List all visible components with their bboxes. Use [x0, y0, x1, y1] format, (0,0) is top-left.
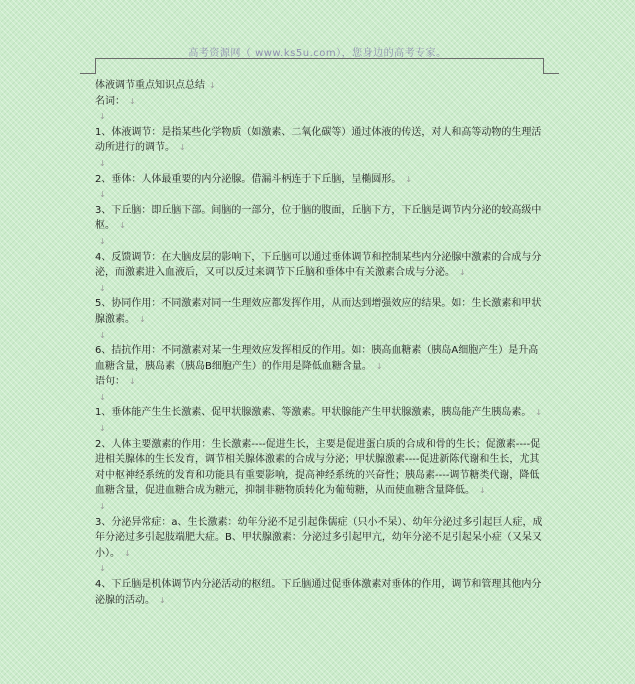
page-header: 高考资源网（ www.ks5u.com），您身边的高考专家。	[188, 48, 447, 59]
paragraph-term-6: 6、拮抗作用：不同激素对某一生理效应发挥相反的作用。如：胰高血糖素（胰岛A细胞产生）是升高血糖含量，胰岛素（胰岛B细胞产生）的作用是降低血糖含量。 ↓	[95, 345, 539, 372]
paragraph-statement-3: 3、分泌异常症：a、生长激素：幼年分泌不足引起侏儒症（只小不呆）、幼年分泌过多引起巨人症，成年分泌过多引起肢端肥大症。B、甲状腺激素：分泌过多引起甲亢，幼年分泌不足引起呆小症（又呆又小）。 ↓	[95, 516, 543, 559]
blank-line: ↓	[99, 564, 106, 574]
blank-line: ↓	[99, 392, 106, 402]
blank-line: ↓	[99, 236, 106, 246]
blank-line: ↓	[99, 158, 106, 168]
blank-line: ↓	[99, 502, 106, 512]
paragraph-statement-4: 4、下丘脑是机体调节内分泌活动的枢纽。下丘脑通过促垂体激素对垂体的作用，调节和管理其他内分泌腺的活动。 ↓	[95, 579, 542, 606]
paragraph-term-1: 1、体液调节：是指某些化学物质（如激素、二氧化碳等）通过体液的传送，对人和高等动物的生理活动所进行的调节。 ↓	[95, 126, 542, 154]
blank-line: ↓	[99, 112, 106, 122]
paragraph-statement-2: 2、人体主要激素的作用：生长激素----促进生长，主要是促进蛋白质的合成和骨的生长；促激素----促进相关腺体的生长发育，调节相关腺体激素的合成与分泌；甲状腺激素----促进新陈代谢和生长，尤其对中枢神经系统的发育和功能具有重要影响，提高神经系统的兴奋性；胰岛素----调节糖类代谢，降低血糖含量，促进血糖合成为糖元，抑制非糖物质转化为葡萄糖，从而使血糖含量降低。 ↓	[95, 438, 541, 497]
section-heading-statements: 语句： ↓	[95, 376, 136, 388]
document-title: 体液调节重点知识点总结 ↓	[95, 80, 216, 91]
blank-line: ↓	[99, 190, 106, 200]
left-corner-mark	[80, 58, 96, 74]
blank-line: ↓	[99, 283, 106, 293]
paragraph-term-2: 2、垂体：人体最重要的内分泌腺。借漏斗柄连于下丘脑，呈椭圆形。 ↓	[95, 173, 413, 185]
document-body	[95, 78, 547, 608]
section-heading-terms: 名词： ↓	[95, 95, 136, 107]
header-rule	[95, 58, 543, 59]
paragraph-term-5: 5、协同作用：不同激素对同一生理效应都发挥作用，从而达到增强效应的结果。如：生长激素和甲状腺激素。 ↓	[95, 298, 542, 325]
blank-line: ↓	[99, 330, 106, 340]
right-corner-mark	[543, 58, 559, 74]
blank-line: ↓	[99, 424, 106, 434]
paragraph-term-4: 4、反馈调节：在大脑皮层的影响下，下丘脑可以通过垂体调节和控制某些内分泌腺中激素的合成与分泌，而激素进入血液后，又可以反过来调节下丘脑和垂体中有关激素合成与分泌。 ↓	[95, 251, 542, 279]
paragraph-term-3: 3、下丘脑：即丘脑下部。间脑的一部分，位于脑的腹面，丘脑下方，下丘脑是调节内分泌的较高级中枢。 ↓	[95, 204, 542, 232]
paragraph-statement-1: 1、垂体能产生生长激素、促甲状腺激素、等激素。甲状腺能产生甲状腺激素，胰岛能产生胰岛素。 ↓	[95, 407, 543, 419]
